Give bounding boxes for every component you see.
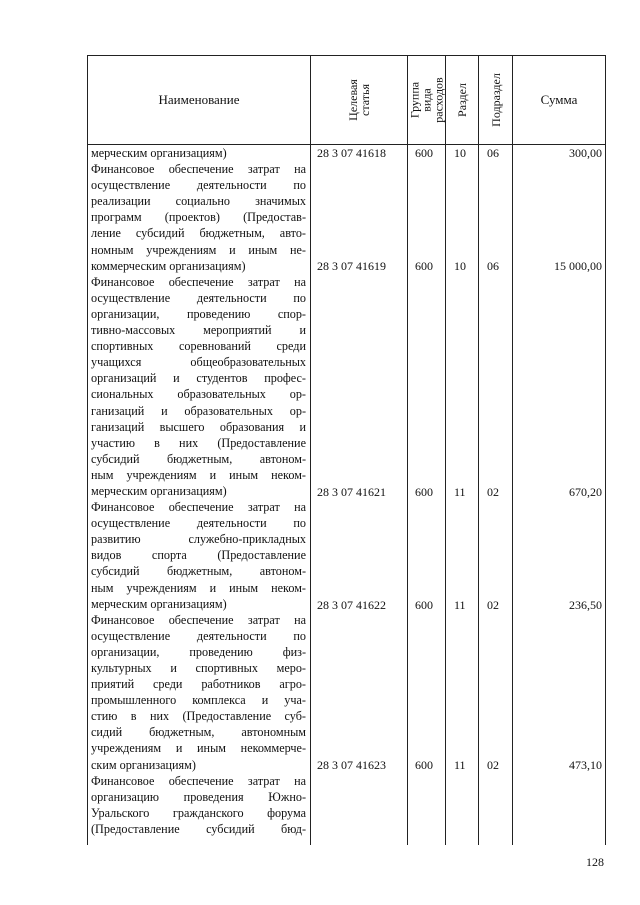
name-line: реализации социально значимых (91, 194, 306, 209)
row-5-group: 600 (415, 758, 433, 772)
header-subsection (479, 56, 512, 144)
row-3-sum: 670,20 (569, 485, 602, 499)
name-line: Уральского гражданского форума (91, 805, 306, 820)
header-name-label: Наименование (158, 92, 240, 107)
name-line: организации, проведению спор- (91, 306, 306, 321)
row-3-section: 11 (454, 485, 466, 499)
header-sum-label: Сумма (540, 92, 578, 107)
name-line: участию в них (Предоставление (91, 435, 306, 450)
name-line: промышленного комплекса и уча- (91, 693, 306, 708)
row-1-group: 600 (415, 146, 433, 160)
name-line: организации, проведению физ- (91, 644, 306, 659)
name-line: сиональных образовательных ор- (91, 387, 306, 402)
row-1-subsection: 06 (487, 146, 499, 160)
name-line: осуществление деятельности по (91, 516, 306, 531)
name-line: ганизаций высшего образования и (91, 419, 306, 434)
header-section-label: Раздел (455, 83, 470, 117)
row-5-subsection: 02 (487, 758, 499, 772)
header-expense-group (408, 56, 445, 144)
header-sum (513, 56, 605, 144)
row-2-sum: 15 000,00 (554, 259, 602, 273)
name-line: приятий среди работников агро- (91, 677, 306, 692)
table-right-border (605, 55, 606, 845)
name-line: осуществление деятельности по (91, 628, 306, 643)
name-line: мерческим организациям) (91, 146, 227, 160)
name-line: учреждениям и иным некоммерче- (91, 741, 306, 756)
row-4-group: 600 (415, 598, 433, 612)
name-line: организацию проведения Южно- (91, 789, 306, 804)
name-line: ным учреждениям и иным неком- (91, 580, 306, 595)
name-line: Финансовое обеспечение затрат на (91, 773, 306, 788)
row-4-code: 28 3 07 41622 (317, 598, 386, 612)
name-line: номным учреждениям и иным не- (91, 242, 306, 257)
column-divider-5 (512, 55, 513, 845)
row-5-code: 28 3 07 41623 (317, 758, 386, 772)
name-line: коммерческим организациям) (91, 258, 246, 273)
name-line: тивно-массовых мероприятий и (91, 323, 306, 338)
name-line: ским организациям) (91, 757, 196, 772)
header-name (88, 56, 310, 144)
name-line: стию в них (Предоставление суб- (91, 709, 306, 724)
name-column-text (91, 145, 306, 837)
name-line: мерческим организациям) (91, 596, 227, 611)
row-4-subsection: 02 (487, 598, 499, 612)
name-line: (Предоставление субсидий бюд- (91, 821, 306, 836)
name-line: сидий бюджетным, автономным (91, 725, 306, 740)
header-target-article-label: Целевая статья (346, 79, 372, 121)
row-2-group: 600 (415, 259, 433, 273)
row-5-section: 11 (454, 758, 466, 772)
page-number: 128 (586, 855, 604, 869)
name-line: мерческим организациям) (91, 483, 227, 498)
name-line: спортивных соревнований среди (91, 339, 306, 354)
name-line: видов спорта (Предоставление (91, 548, 306, 563)
row-2-section: 10 (454, 259, 466, 273)
name-line: осуществление деятельности по (91, 290, 306, 305)
name-line: Финансовое обеспечение затрат на (91, 274, 306, 289)
row-2-code: 28 3 07 41619 (317, 259, 386, 273)
row-5-sum: 473,10 (569, 758, 602, 772)
row-1-code: 28 3 07 41618 (317, 146, 386, 160)
header-subsection-label: Подраздел (488, 73, 503, 127)
row-4-section: 11 (454, 598, 466, 612)
name-line: субсидий бюджетным, автоном- (91, 564, 306, 579)
name-line: ным учреждениям и иным неком- (91, 467, 306, 482)
name-line: субсидий бюджетным, автоном- (91, 451, 306, 466)
name-line: организаций и студентов профес- (91, 371, 306, 386)
row-3-subsection: 02 (487, 485, 499, 499)
row-4-sum: 236,50 (569, 598, 602, 612)
header-target-article (311, 56, 407, 144)
name-line: ление субсидий бюджетным, авто- (91, 226, 306, 241)
row-2-subsection: 06 (487, 259, 499, 273)
name-line: ганизаций и образовательных ор- (91, 403, 306, 418)
column-divider-3 (445, 55, 446, 845)
row-1-section: 10 (454, 146, 466, 160)
row-1-sum: 300,00 (569, 146, 602, 160)
name-line: развитию служебно-прикладных (91, 532, 306, 547)
column-divider-4 (478, 55, 479, 845)
name-line: культурных и спортивных меро- (91, 661, 306, 675)
name-line: Финансовое обеспечение затрат на (91, 500, 306, 515)
column-divider-1 (310, 55, 311, 845)
column-divider-2 (407, 55, 408, 845)
name-line: осуществление деятельности по (91, 178, 306, 193)
header-section (446, 56, 478, 144)
header-expense-group-label: Группа вида расходов (407, 77, 446, 123)
name-line: программ (проектов) (Предостав- (91, 210, 306, 225)
table-left-border (87, 55, 88, 845)
row-3-code: 28 3 07 41621 (317, 485, 386, 499)
name-line: Финансовое обеспечение затрат на (91, 612, 306, 627)
name-line: учащихся общеобразовательных (91, 355, 306, 370)
name-line: Финансовое обеспечение затрат на (91, 162, 306, 177)
row-3-group: 600 (415, 485, 433, 499)
